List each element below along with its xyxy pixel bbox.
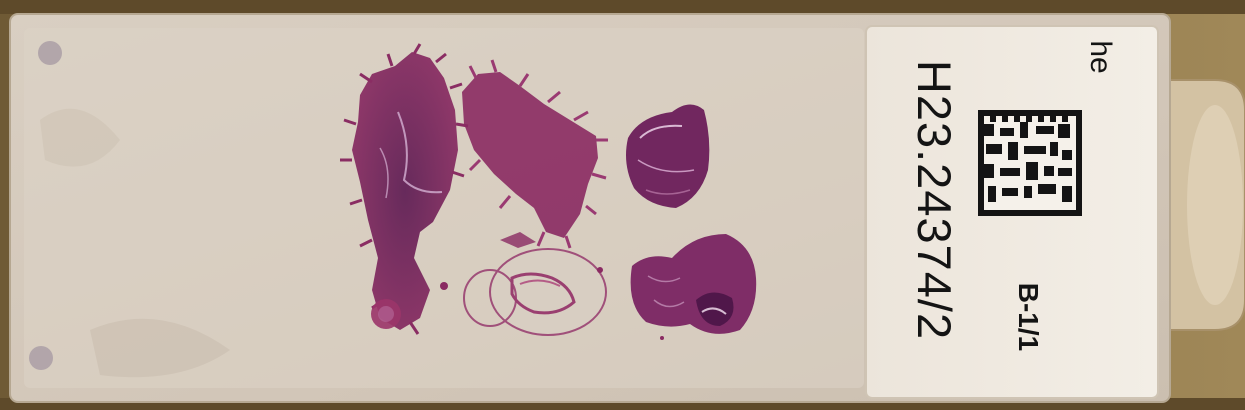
holder-cutout-shadow: [1187, 105, 1243, 305]
tissue-fragment: [660, 336, 664, 340]
tissue-fragment: [440, 282, 448, 290]
datamatrix-barcode-icon: [978, 110, 1082, 216]
case-number: H23.24374/2: [908, 59, 961, 341]
tissue-fragment: [597, 267, 603, 273]
slide-marker-dot: [29, 346, 53, 370]
holder-frame-top: [0, 0, 1245, 14]
block-code: B-1/1: [1013, 282, 1044, 352]
slide-marker-dot: [38, 41, 62, 65]
stain-code: he: [1084, 40, 1117, 74]
